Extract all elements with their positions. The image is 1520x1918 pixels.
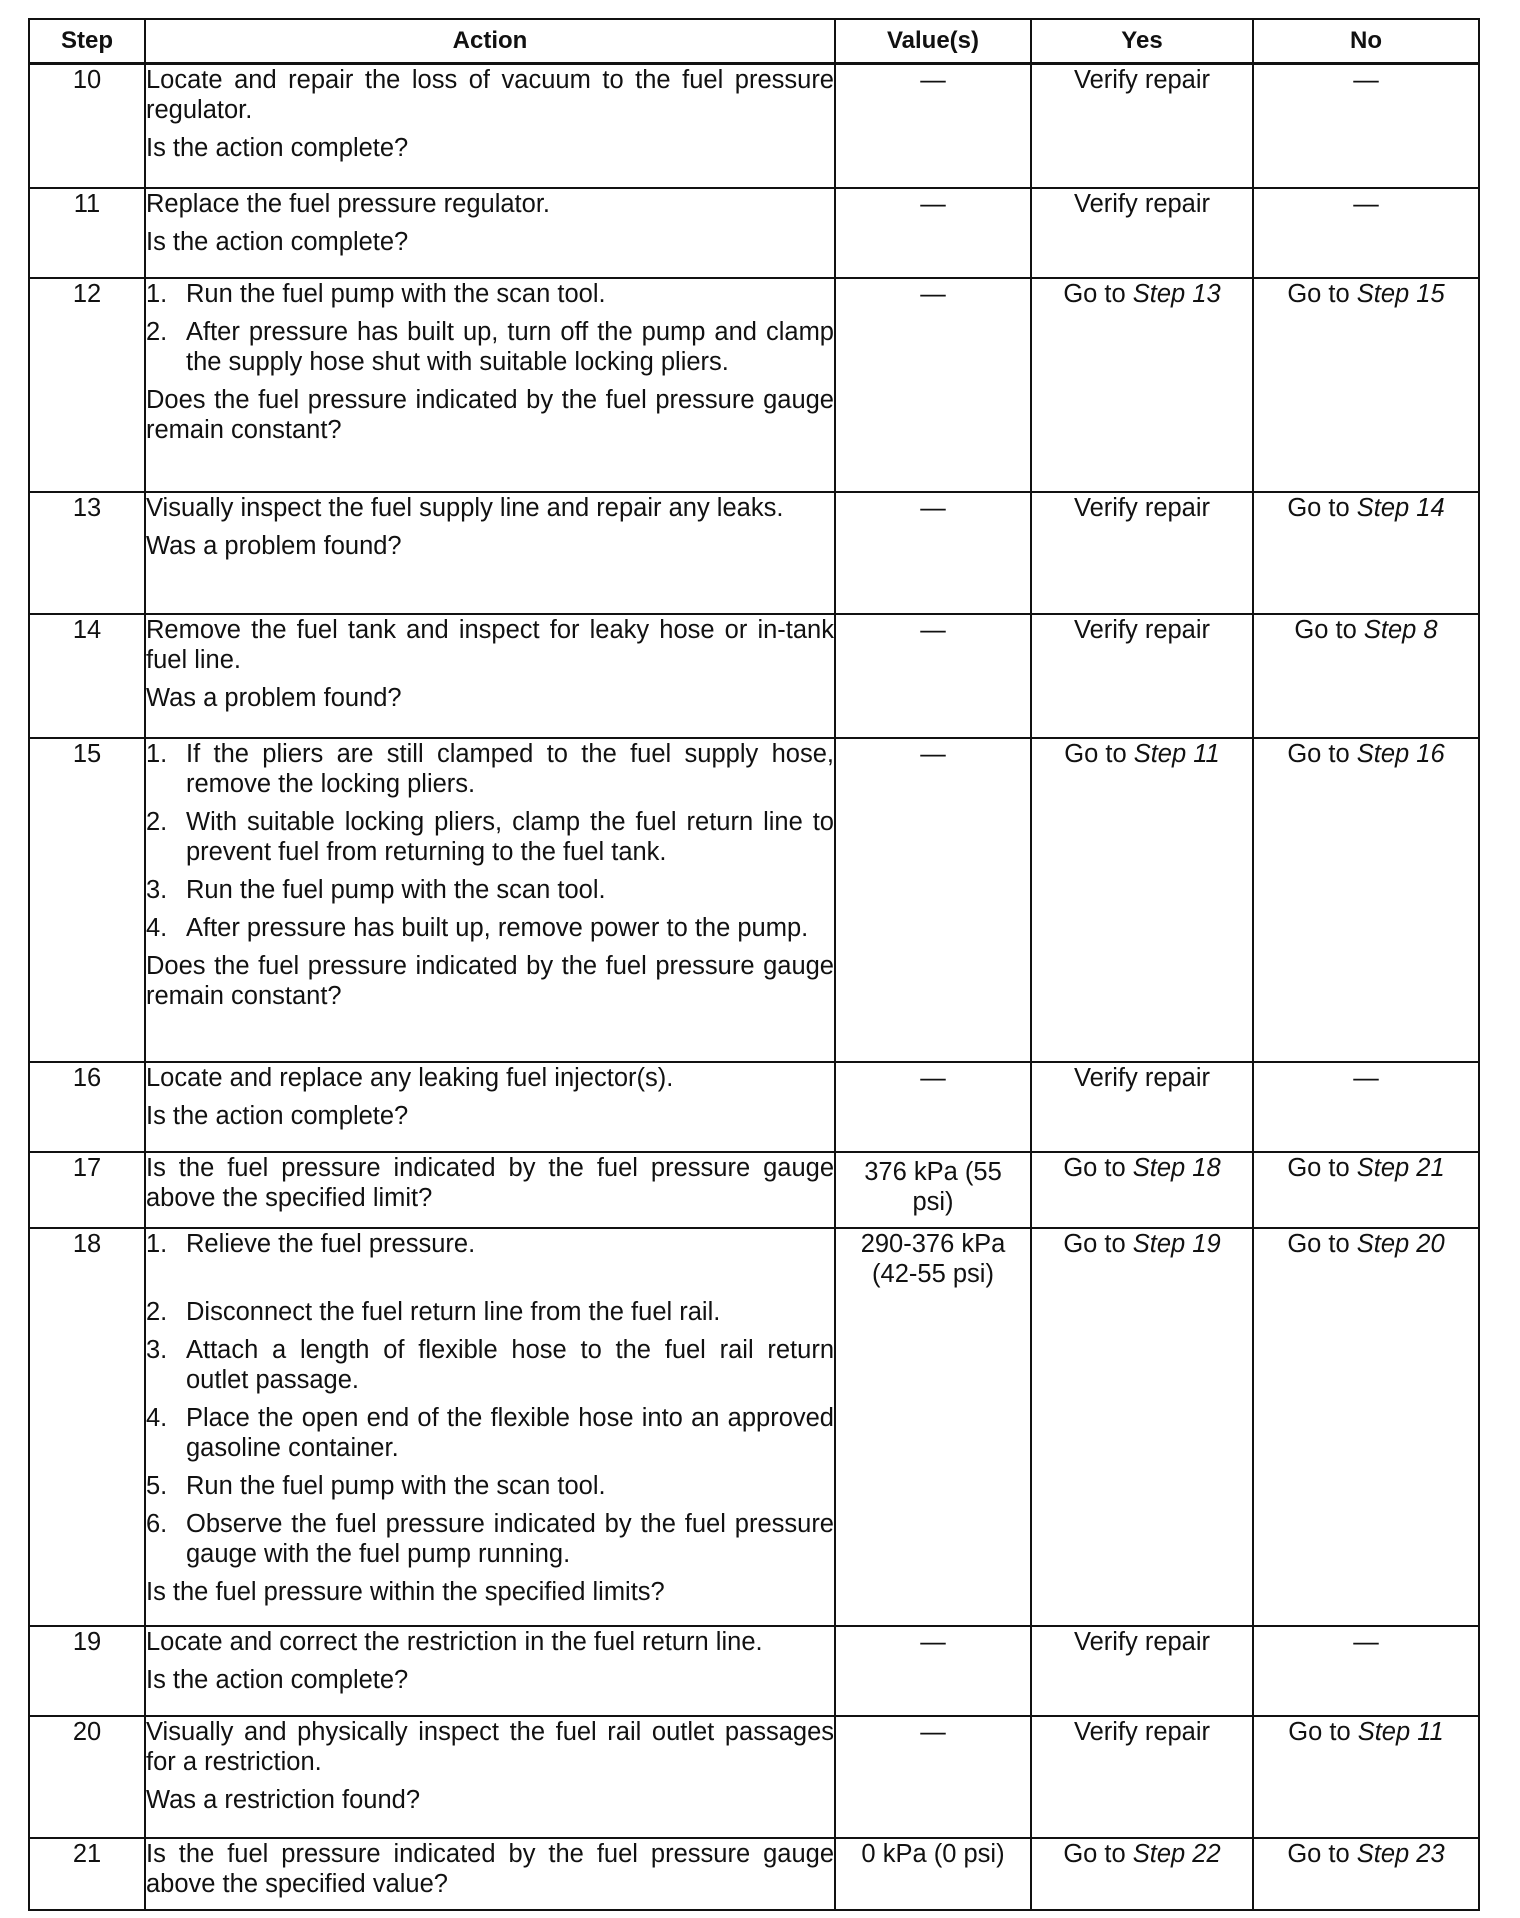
goto-prefix: Go to [1287,1839,1357,1868]
value-cell: 376 kPa (55 psi) [835,1152,1031,1228]
substep-item [146,807,834,867]
substep-text: If the pliers are still clamped to the fuel supply hose, remove the locking pliers. [186,739,834,798]
header-action: Action [145,19,835,64]
action-question: Was a restriction found? [146,1785,421,1814]
substep-text: Observe the fuel pressure indicated by the fuel pressure gauge with the fuel pump running. [186,1509,834,1568]
substep-number: 1. [146,1229,168,1258]
yes-cell: Verify repair [1031,614,1253,738]
step-number: 16 [29,1062,145,1152]
action-cell [145,278,835,492]
substep-list [146,1229,834,1569]
step-number: 13 [29,492,145,614]
value-cell: 0 kPa (0 psi) [835,1838,1031,1910]
step-number: 21 [29,1838,145,1910]
table-row-step-10 [29,64,1479,188]
goto-prefix: Go to [1063,1229,1133,1258]
no-cell: — [1253,188,1479,278]
substep-item [146,1403,834,1463]
goto-step-link: Step 19 [1132,1229,1221,1258]
action-text: Replace the fuel pressure regulator. [146,189,550,218]
substep-item [146,1509,834,1569]
yes-cell: Verify repair [1031,1062,1253,1152]
action-question: Is the action complete? [146,227,409,256]
substep-number: 3. [146,1335,168,1364]
yes-cell [1031,278,1253,492]
step-number: 12 [29,278,145,492]
step-number: 14 [29,614,145,738]
no-cell [1253,1838,1479,1910]
no-cell [1253,614,1479,738]
action-text: Remove the fuel tank and inspect for leaky hose or in-tank fuel line. [146,615,834,674]
substep-number: 2. [146,807,168,836]
goto-step-link: Step 14 [1356,493,1445,522]
no-cell [1253,492,1479,614]
goto-step-link: Step 13 [1132,279,1221,308]
no-cell [1253,278,1479,492]
goto-step-link: Step 23 [1356,1839,1445,1868]
table-row-step-19 [29,1626,1479,1716]
table-row-step-11 [29,188,1479,278]
value-cell: — [835,278,1031,492]
action-cell [145,188,835,278]
action-text: Visually and physically inspect the fuel rail outlet passages for a restriction. [146,1717,834,1776]
yes-cell: Verify repair [1031,188,1253,278]
yes-cell [1031,1838,1253,1910]
action-question: Was a problem found? [146,531,402,560]
action-text: Visually inspect the fuel supply line and repair any leaks. [146,493,784,522]
action-question: Is the action complete? [146,1665,409,1694]
substep-item [146,279,834,309]
value-cell: — [835,1062,1031,1152]
substep-text: After pressure has built up, turn off the pump and clamp the supply hose shut with suitable locking pliers. [186,317,834,376]
no-cell: — [1253,1062,1479,1152]
action-question: Is the action complete? [146,134,409,162]
header-step: Step [29,19,145,64]
substep-list [146,739,834,943]
goto-prefix: Go to [1064,739,1134,768]
step-number: 11 [29,188,145,278]
value-cell: — [835,1716,1031,1838]
substep-number: 1. [146,279,168,308]
table-row-step-17 [29,1152,1479,1228]
goto-step-link: Step 11 [1357,1717,1444,1746]
substep-item [146,1471,834,1501]
yes-cell [1031,1152,1253,1228]
value-cell: — [835,614,1031,738]
substep-item [146,875,834,905]
action-question: Is the fuel pressure indicated by the fuel pressure gauge above the specified value? [146,1839,834,1898]
substep-number: 4. [146,913,168,942]
value-cell: 290-376 kPa (42-55 psi) [835,1228,1031,1626]
goto-step-link: Step 16 [1356,739,1445,768]
step-number: 20 [29,1716,145,1838]
goto-prefix: Go to [1063,1153,1133,1182]
action-cell [145,64,835,188]
substep-text: Disconnect the fuel return line from the fuel rail. [186,1297,721,1326]
no-cell [1253,738,1479,1062]
action-cell [145,1838,835,1910]
yes-cell: Verify repair [1031,492,1253,614]
substep-item [146,1229,834,1259]
no-cell: — [1253,64,1479,188]
substep-number: 1. [146,739,168,768]
yes-cell [1031,738,1253,1062]
goto-step-link: Step 8 [1363,615,1438,644]
table-row-step-21 [29,1838,1479,1910]
table-row-step-18 [29,1228,1479,1626]
table-row-step-15 [29,738,1479,1062]
goto-prefix: Go to [1287,493,1357,522]
yes-cell: Verify repair [1031,64,1253,188]
goto-step-link: Step 18 [1132,1153,1221,1182]
action-question: Is the fuel pressure indicated by the fuel pressure gauge above the specified limit? [146,1153,834,1212]
table-row-step-14 [29,614,1479,738]
value-cell: — [835,492,1031,614]
action-text: Locate and repair the loss of vacuum to the fuel pressure regulator. [146,66,834,124]
substep-text: Run the fuel pump with the scan tool. [186,875,606,904]
substep-number: 3. [146,875,168,904]
goto-step-link: Step 21 [1356,1153,1445,1182]
header-yes: Yes [1031,19,1253,64]
header-no: No [1253,19,1479,64]
yes-cell: Verify repair [1031,1716,1253,1838]
table-row-step-13 [29,492,1479,614]
table-row-step-12 [29,278,1479,492]
step-number: 15 [29,738,145,1062]
action-cell [145,1228,835,1626]
table-row-step-16 [29,1062,1479,1152]
action-cell [145,1716,835,1838]
value-cell: — [835,738,1031,1062]
table-row-step-20 [29,1716,1479,1838]
substep-text: With suitable locking pliers, clamp the fuel return line to prevent fuel from returning to the fuel tank. [186,807,834,866]
substep-number: 5. [146,1471,168,1500]
header-row [29,19,1479,64]
action-cell [145,738,835,1062]
substep-item [146,1335,834,1395]
goto-step-link: Step 20 [1356,1229,1445,1258]
substep-item [146,317,834,377]
goto-prefix: Go to [1288,1717,1358,1746]
substep-text: Relieve the fuel pressure. [186,1229,476,1258]
goto-step-link: Step 11 [1133,739,1220,768]
substep-number: 2. [146,317,168,346]
no-cell: — [1253,1626,1479,1716]
substep-text: Run the fuel pump with the scan tool. [186,1471,606,1500]
action-cell [145,1062,835,1152]
value-cell: — [835,64,1031,188]
value-cell: — [835,188,1031,278]
substep-item [146,1297,834,1327]
action-cell [145,492,835,614]
substep-number: 4. [146,1403,168,1432]
step-number: 18 [29,1228,145,1626]
value-cell: — [835,1626,1031,1716]
no-cell [1253,1152,1479,1228]
goto-prefix: Go to [1287,1153,1357,1182]
step-number: 10 [29,64,145,188]
substep-item [146,739,834,799]
action-cell [145,1626,835,1716]
goto-step-link: Step 22 [1132,1839,1221,1868]
no-cell [1253,1716,1479,1838]
header-values: Value(s) [835,19,1031,64]
goto-prefix: Go to [1287,1229,1357,1258]
no-cell [1253,1228,1479,1626]
yes-cell: Verify repair [1031,1626,1253,1716]
substep-text: Attach a length of flexible hose to the fuel rail return outlet passage. [186,1335,834,1394]
action-question: Was a problem found? [146,683,402,712]
action-question: Does the fuel pressure indicated by the fuel pressure gauge remain constant? [146,385,834,444]
substep-number: 2. [146,1297,168,1326]
goto-step-link: Step 15 [1356,279,1445,308]
substep-text: Run the fuel pump with the scan tool. [186,279,606,308]
goto-prefix: Go to [1287,279,1357,308]
substep-text: After pressure has built up, remove power to the pump. [186,913,809,942]
action-question: Does the fuel pressure indicated by the fuel pressure gauge remain constant? [146,951,834,1010]
action-cell [145,1152,835,1228]
step-number: 17 [29,1152,145,1228]
substep-list [146,279,834,377]
action-text: Locate and replace any leaking fuel injector(s). [146,1063,674,1092]
goto-prefix: Go to [1294,615,1364,644]
substep-text: Place the open end of the flexible hose into an approved gasoline container. [186,1403,834,1462]
diagnostic-table [28,18,1480,1911]
yes-cell [1031,1228,1253,1626]
substep-number: 6. [146,1509,168,1538]
goto-prefix: Go to [1063,1839,1133,1868]
action-question: Is the fuel pressure within the specified limits? [146,1577,665,1606]
step-number: 19 [29,1626,145,1716]
goto-prefix: Go to [1063,279,1133,308]
substep-item [146,913,834,943]
action-cell [145,614,835,738]
action-question: Is the action complete? [146,1101,409,1130]
goto-prefix: Go to [1287,739,1357,768]
action-text: Locate and correct the restriction in the fuel return line. [146,1627,763,1656]
